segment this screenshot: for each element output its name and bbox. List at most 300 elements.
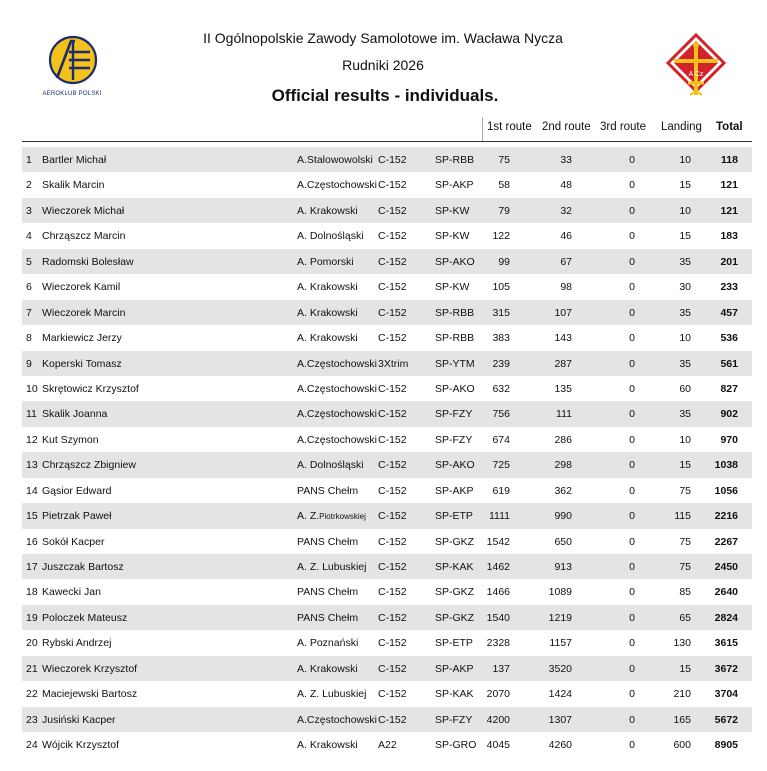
rank-cell: 15: [26, 510, 38, 523]
total-cell: 2267: [714, 535, 738, 548]
landing-cell: 75: [679, 535, 691, 548]
club-name: A.Częstochowski: [297, 408, 377, 421]
registration-cell: SP-ETP: [435, 510, 473, 523]
name-cell: Kawecki Jan: [42, 586, 101, 599]
route2-cell: 298: [554, 459, 572, 472]
rank-cell: 8: [26, 332, 32, 345]
club-cell: [297, 357, 377, 371]
aircraft-cell: C-152: [378, 204, 407, 217]
club-name: PANS Chełm: [297, 484, 359, 497]
registration-cell: SP-FZY: [435, 433, 473, 446]
rank-cell: 5: [26, 255, 32, 268]
table-row: [22, 503, 752, 528]
club-name: A.Częstochowski: [297, 357, 377, 370]
route3-cell: 0: [629, 510, 635, 523]
aircraft-cell: C-152: [378, 535, 407, 548]
column-header-route2: 2nd route: [542, 121, 591, 133]
column-header-landing: Landing: [661, 121, 702, 133]
club-cell: [297, 331, 358, 345]
route2-cell: 1157: [549, 637, 572, 650]
registration-cell: SP-AKO: [435, 459, 475, 472]
route1-cell: 315: [492, 306, 510, 319]
club-name: A.Stalowowolski: [297, 154, 373, 166]
name-cell: Chrząszcz Zbigniew: [42, 459, 136, 472]
route3-cell: 0: [629, 688, 635, 701]
club-cell: [297, 509, 366, 524]
aircraft-cell: C-152: [378, 281, 407, 294]
name-cell: Wieczorek Krzysztof: [42, 662, 138, 675]
name-cell: Sokół Kacper: [42, 535, 105, 548]
registration-cell: SP-AKO: [435, 255, 475, 268]
aeroklub-emblem-icon: [48, 34, 98, 86]
competition-place-year: Rudniki 2026: [342, 57, 424, 73]
diamond-airplane-emblem-icon: [666, 33, 726, 103]
aircraft-cell: C-152: [378, 713, 407, 726]
table-row: [22, 249, 752, 274]
rank-cell: 1: [26, 154, 32, 166]
club-cell: [297, 687, 366, 701]
route1-cell: 1542: [486, 535, 510, 548]
name-cell: Poloczek Mateusz: [42, 611, 128, 624]
landing-cell: 10: [679, 433, 691, 446]
club-cell: [297, 255, 354, 269]
registration-cell: SP-RBB: [435, 306, 475, 319]
table-row: [22, 605, 752, 630]
club-name: A. Pomorski: [297, 255, 354, 268]
name-cell: Kut Szymon: [42, 433, 99, 446]
aircraft-cell: C-152: [378, 306, 407, 319]
registration-cell: SP-GKZ: [435, 586, 475, 599]
club-cell: [297, 458, 364, 472]
table-row: [22, 198, 752, 223]
route2-cell: 913: [554, 561, 572, 573]
route3-cell: 0: [629, 408, 635, 421]
total-cell: 3615: [714, 637, 738, 650]
route2-cell: 362: [554, 484, 572, 497]
rank-cell: 11: [26, 408, 37, 421]
route3-cell: 0: [629, 713, 635, 726]
route2-cell: 111: [556, 408, 572, 421]
route1-cell: 619: [492, 484, 510, 497]
emblem-letters: A Cz: [688, 71, 704, 78]
page-title: Official results - individuals.: [271, 86, 499, 105]
aircraft-cell: C-152: [378, 662, 407, 675]
route2-cell: 650: [554, 535, 572, 548]
table-row: [22, 656, 752, 681]
total-cell: 2824: [714, 611, 738, 624]
name-cell: Wieczorek Marcin: [42, 306, 126, 319]
route1-cell: 2070: [486, 688, 510, 701]
landing-cell: 210: [673, 688, 691, 701]
rank-cell: 2: [26, 179, 32, 192]
total-cell: 902: [720, 408, 738, 421]
route2-cell: 287: [554, 357, 572, 370]
route3-cell: 0: [629, 561, 635, 573]
table-row: [22, 376, 752, 401]
landing-cell: 35: [679, 408, 691, 421]
club-name: A.Częstochowski: [297, 382, 377, 395]
club-name-suffix: Piotrkowskiej: [319, 512, 366, 522]
route1-cell: 383: [492, 332, 510, 345]
landing-cell: 85: [679, 586, 691, 599]
club-cell: [297, 636, 358, 650]
route3-cell: 0: [629, 459, 635, 472]
aircraft-cell: C-152: [378, 459, 407, 472]
aircraft-cell: C-152: [378, 255, 407, 268]
route3-cell: 0: [629, 662, 635, 675]
total-cell: 121: [720, 204, 738, 217]
name-cell: Rybski Andrzej: [42, 637, 112, 650]
registration-cell: SP-AKO: [435, 382, 475, 395]
rank-cell: 13: [26, 459, 38, 472]
column-header-total: Total: [716, 121, 743, 133]
club-name: A. Krakowski: [297, 739, 358, 752]
name-cell: Wójcik Krzysztof: [42, 739, 120, 752]
registration-cell: SP-RBB: [435, 154, 475, 166]
rank-cell: 22: [26, 688, 38, 701]
name-cell: Skrętowicz Krzysztof: [42, 382, 139, 395]
club-name: PANS Chełm: [297, 535, 359, 548]
registration-cell: SP-FZY: [435, 713, 473, 726]
column-header-route3: 3rd route: [600, 121, 647, 133]
rank-cell: 3: [26, 204, 32, 217]
name-cell: Markiewicz Jerzy: [42, 332, 122, 345]
route1-cell: 1540: [486, 611, 510, 624]
route3-cell: 0: [629, 332, 635, 345]
club-cell: [297, 713, 377, 727]
table-row: [22, 681, 752, 706]
registration-cell: SP-ETP: [435, 637, 473, 650]
aircraft-cell: C-152: [378, 611, 407, 624]
total-cell: 2640: [714, 586, 738, 599]
registration-cell: SP-KAK: [435, 688, 474, 701]
route2-cell: 48: [560, 179, 572, 192]
registration-cell: SP-GRO: [435, 739, 477, 752]
route1-cell: 137: [492, 662, 510, 675]
club-cell: [297, 204, 358, 218]
registration-cell: SP-YTM: [435, 357, 475, 370]
route2-cell: 286: [554, 433, 572, 446]
name-cell: Radomski Bolesław: [42, 255, 134, 268]
route2-cell: 143: [554, 332, 572, 345]
route1-cell: 4045: [486, 739, 510, 752]
club-cell: [297, 738, 358, 752]
total-cell: 3704: [714, 688, 738, 701]
club-cell: [297, 178, 377, 192]
rank-cell: 21: [26, 662, 38, 675]
route3-cell: 0: [629, 739, 635, 752]
club-name: A. Krakowski: [297, 281, 358, 294]
club-cell: [297, 662, 358, 676]
name-cell: Maciejewski Bartosz: [42, 688, 138, 701]
table-row: [22, 351, 752, 376]
registration-cell: SP-KW: [435, 230, 470, 243]
route3-cell: 0: [629, 357, 635, 370]
total-cell: 970: [720, 433, 738, 446]
landing-cell: 30: [679, 281, 691, 294]
rank-cell: 6: [26, 281, 32, 294]
club-cell: [297, 280, 358, 294]
route2-cell: 67: [560, 255, 572, 268]
club-name: A. Poznański: [297, 637, 359, 650]
registration-cell: SP-AKP: [435, 662, 474, 675]
registration-cell: SP-AKP: [435, 484, 474, 497]
aircraft-cell: C-152: [378, 510, 407, 523]
route2-cell: 98: [560, 281, 572, 294]
route3-cell: 0: [629, 611, 635, 624]
column-header-route1: 1st route: [487, 121, 532, 133]
name-cell: Chrząszcz Marcin: [42, 230, 126, 243]
route3-cell: 0: [629, 154, 635, 166]
aircraft-cell: C-152: [378, 586, 407, 599]
route1-cell: 75: [498, 154, 510, 166]
total-cell: 827: [720, 382, 738, 395]
route1-cell: 2328: [486, 637, 510, 650]
table-row: [22, 478, 752, 503]
landing-cell: 600: [673, 739, 691, 752]
aircraft-cell: C-152: [378, 382, 407, 395]
table-row: [22, 223, 752, 248]
name-cell: Juszczak Bartosz: [42, 561, 124, 573]
total-cell: 201: [720, 255, 738, 268]
route3-cell: 0: [629, 535, 635, 548]
landing-cell: 10: [679, 332, 691, 345]
club-cell: [297, 153, 373, 167]
rank-cell: 9: [26, 357, 32, 370]
landing-cell: 10: [679, 154, 691, 166]
route2-cell: 1089: [548, 586, 572, 599]
table-row: [22, 630, 752, 655]
name-cell: Jusiński Kacper: [42, 713, 116, 726]
club-cell: [297, 229, 364, 243]
club-cell: [297, 433, 377, 447]
route2-cell: 4260: [548, 739, 572, 752]
club-cell: [297, 611, 358, 625]
name-cell: Pietrzak Paweł: [42, 510, 112, 523]
total-cell: 118: [721, 154, 738, 166]
table-row: [22, 401, 752, 426]
club-name: PANS Chełm: [297, 611, 359, 624]
landing-cell: 15: [679, 662, 691, 675]
route1-cell: 239: [492, 357, 510, 370]
route1-cell: 1466: [486, 586, 510, 599]
club-cell: [297, 560, 366, 574]
landing-cell: 75: [679, 484, 691, 497]
registration-cell: SP-AKP: [435, 179, 474, 192]
total-cell: 8905: [714, 739, 738, 752]
aircraft-cell: C-152: [378, 561, 407, 573]
landing-cell: 65: [679, 611, 691, 624]
route1-cell: 122: [492, 230, 510, 243]
club-name: A. Dolnośląski: [297, 459, 364, 472]
landing-cell: 15: [679, 459, 691, 472]
rank-cell: 17: [26, 561, 38, 573]
club-name: A. Krakowski: [297, 332, 358, 345]
landing-cell: 115: [674, 510, 691, 523]
landing-cell: 10: [679, 204, 691, 217]
header-rule: [22, 141, 752, 142]
registration-cell: SP-KAK: [435, 561, 474, 573]
total-cell: 457: [720, 306, 738, 319]
total-cell: 183: [720, 230, 738, 243]
aircraft-cell: C-152: [378, 637, 407, 650]
competition-name: II Ogólnopolskie Zawody Samolotowe im. Wacława Nycza: [203, 30, 563, 46]
name-cell: Koperski Tomasz: [42, 357, 122, 370]
landing-cell: 35: [679, 306, 691, 319]
route2-cell: 3520: [548, 662, 572, 675]
route1-cell: 1111: [488, 510, 510, 523]
club-cell: [297, 484, 358, 498]
club-name: A. Krakowski: [297, 306, 358, 319]
total-cell: 1038: [714, 459, 738, 472]
club-name: A.Częstochowski: [297, 179, 377, 192]
landing-cell: 165: [673, 713, 691, 726]
rank-cell: 10: [26, 382, 38, 395]
route3-cell: 0: [629, 255, 635, 268]
aeroklub-polski-logo: [30, 34, 114, 100]
rank-cell: 4: [26, 230, 32, 243]
rank-cell: 12: [26, 433, 38, 446]
club-name: A.Częstochowski: [297, 713, 377, 726]
landing-cell: 130: [673, 637, 691, 650]
rank-cell: 7: [26, 306, 32, 319]
route2-cell: 1307: [548, 713, 572, 726]
route1-cell: 725: [492, 459, 510, 472]
aeroklub-czestochowski-logo: [666, 33, 726, 103]
table-row: [22, 274, 752, 299]
route1-cell: 4200: [486, 713, 510, 726]
club-cell: [297, 535, 358, 549]
table-row: [22, 427, 752, 452]
rank-cell: 23: [26, 713, 38, 726]
aircraft-cell: C-152: [378, 433, 407, 446]
rank-cell: 19: [26, 611, 38, 624]
registration-cell: SP-KW: [435, 204, 470, 217]
rank-cell: 20: [26, 637, 38, 650]
results-table: [22, 147, 752, 758]
route2-cell: 46: [560, 230, 572, 243]
landing-cell: 35: [679, 255, 691, 268]
table-row: [22, 300, 752, 325]
table-row: [22, 452, 752, 477]
route1-cell: 756: [492, 408, 510, 421]
table-row: [22, 707, 752, 732]
total-cell: 121: [720, 179, 738, 192]
column-divider: [482, 117, 483, 141]
route3-cell: 0: [629, 382, 635, 395]
route1-cell: 79: [498, 204, 510, 217]
club-cell: [297, 382, 377, 396]
landing-cell: 35: [679, 357, 691, 370]
registration-cell: SP-GKZ: [435, 611, 475, 624]
route3-cell: 0: [629, 637, 635, 650]
route3-cell: 0: [629, 281, 635, 294]
route1-cell: 1462: [486, 561, 510, 573]
rank-cell: 18: [26, 586, 38, 599]
route1-cell: 674: [492, 433, 510, 446]
aircraft-cell: C-152: [378, 484, 407, 497]
name-cell: Gąsior Edward: [42, 484, 112, 497]
club-name: A.Częstochowski: [297, 433, 377, 446]
club-cell: [297, 585, 358, 599]
aircraft-cell: C-152: [378, 179, 407, 192]
aircraft-cell: 3Xtrim: [378, 357, 409, 370]
rank-cell: 24: [26, 739, 38, 752]
name-cell: Bartler Michał: [42, 154, 107, 166]
route3-cell: 0: [629, 230, 635, 243]
total-cell: 536: [720, 332, 738, 345]
landing-cell: 15: [679, 230, 691, 243]
total-cell: 3672: [714, 662, 738, 675]
route2-cell: 107: [554, 306, 572, 319]
club-name: A. Z.: [297, 510, 320, 523]
route2-cell: 1219: [548, 611, 572, 624]
route3-cell: 0: [629, 484, 635, 497]
aircraft-cell: C-152: [378, 332, 407, 345]
total-cell: 2450: [714, 561, 738, 573]
rank-cell: 14: [26, 484, 38, 497]
table-row: [22, 172, 752, 197]
total-cell: 561: [720, 357, 738, 370]
route2-cell: 32: [560, 204, 572, 217]
club-name: A. Dolnośląski: [297, 230, 364, 243]
club-name: A. Krakowski: [297, 204, 358, 217]
registration-cell: SP-RBB: [435, 332, 475, 345]
landing-cell: 15: [679, 179, 691, 192]
route2-cell: 990: [554, 510, 572, 523]
registration-cell: SP-KW: [435, 281, 470, 294]
total-cell: 5672: [714, 713, 738, 726]
name-cell: Wieczorek Michał: [42, 204, 125, 217]
table-row: [22, 579, 752, 604]
table-row: [22, 325, 752, 350]
total-cell: 2216: [714, 510, 738, 523]
route2-cell: 33: [560, 154, 572, 166]
table-row: [22, 554, 752, 579]
route2-cell: 135: [554, 382, 572, 395]
aeroklub-logo-text: AEROKLUB POLSKI: [42, 91, 102, 97]
route3-cell: 0: [629, 433, 635, 446]
registration-cell: SP-GKZ: [435, 535, 475, 548]
table-row: [22, 147, 752, 172]
club-cell: [297, 407, 377, 421]
name-cell: Skalik Marcin: [42, 179, 105, 192]
name-cell: Wieczorek Kamil: [42, 281, 121, 294]
name-cell: Skalik Joanna: [42, 408, 108, 421]
club-name: A. Z. Lubuskiej: [297, 561, 367, 573]
route1-cell: 632: [492, 382, 510, 395]
route3-cell: 0: [629, 204, 635, 217]
aircraft-cell: C-152: [378, 408, 407, 421]
total-cell: 1056: [714, 484, 738, 497]
route3-cell: 0: [629, 586, 635, 599]
landing-cell: 75: [679, 561, 691, 573]
club-name: A. Z. Lubuskiej: [297, 688, 367, 701]
route1-cell: 58: [498, 179, 510, 192]
aircraft-cell: C-152: [378, 688, 407, 701]
rank-cell: 16: [26, 535, 38, 548]
table-row: [22, 732, 752, 757]
aircraft-cell: C-152: [378, 154, 407, 166]
aircraft-cell: C-152: [378, 230, 407, 243]
club-name: A. Krakowski: [297, 662, 358, 675]
route3-cell: 0: [629, 306, 635, 319]
club-name: PANS Chełm: [297, 586, 359, 599]
registration-cell: SP-FZY: [435, 408, 473, 421]
route1-cell: 105: [492, 281, 510, 294]
total-cell: 233: [720, 281, 738, 294]
landing-cell: 60: [679, 382, 691, 395]
